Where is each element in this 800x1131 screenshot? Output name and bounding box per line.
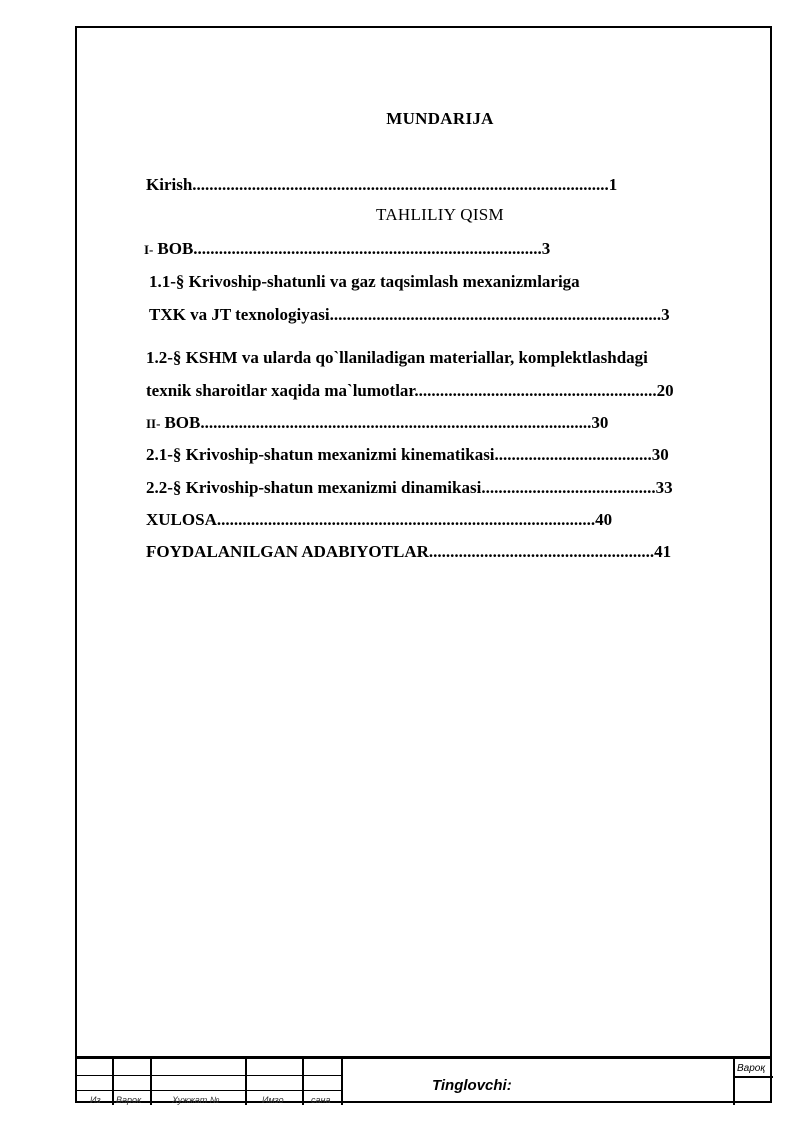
document-title: MUNDARIJA [386, 109, 494, 128]
toc-dots: ..................................................... [428, 542, 655, 561]
toc-entry-text: FOYDALANILGAN ADABIYOTLAR [146, 542, 429, 561]
stamp-varoq-label: Вароқ [737, 1063, 766, 1074]
toc-entry-text: XULOSA [146, 510, 217, 529]
section-heading: TAHLILIY QISM [376, 205, 504, 224]
toc-entry-text: BOB [157, 239, 194, 258]
stamp-divider [245, 1056, 247, 1105]
stamp-row-line [75, 1090, 343, 1091]
stamp-tinglovchi-label: Tinglovchi: [432, 1077, 512, 1094]
toc-dots: .............................................................................. [329, 305, 662, 324]
toc-entry-bob-1[interactable] [144, 239, 684, 259]
toc-entry-1-2-line1[interactable] [146, 348, 726, 368]
toc-page-number: 30 [591, 413, 609, 432]
toc-entry-1-1-line2[interactable] [149, 305, 739, 325]
stamp-divider [112, 1056, 114, 1105]
stamp-header-varok: Варок [116, 1095, 142, 1105]
stamp-row-line [733, 1076, 773, 1078]
toc-entry-2-2[interactable] [146, 478, 738, 498]
toc-entry-1-2-line2[interactable] [146, 381, 736, 401]
toc-dots: .............................................................................. [193, 239, 525, 258]
stamp-header-imzo: Имзо [262, 1095, 284, 1105]
toc-entry-kirish[interactable] [146, 175, 738, 195]
toc-page-number: 33 [655, 478, 673, 497]
toc-entry-text: 1.2-§ KSHM va ularda qo`llaniladigan materiallar, komplektlashdagi [146, 348, 648, 367]
toc-entry-text: 2.1-§ Krivoship-shatun mexanizmi kinematikasi [146, 445, 495, 464]
stamp-divider [341, 1056, 343, 1105]
stamp-header-sana: сана [311, 1095, 331, 1105]
toc-page-number: 20 [656, 381, 674, 400]
stamp-divider [733, 1056, 735, 1105]
toc-entry-adabiyotlar[interactable] [146, 542, 738, 562]
toc-page-number: ....3 [524, 239, 551, 258]
stamp-header-iz: Из [90, 1095, 101, 1105]
stamp-divider [150, 1056, 152, 1105]
toc-entry-text: Kirish [146, 175, 193, 194]
toc-entry-text: texnik sharoitlar xaqida ma`lumotlar [146, 381, 415, 400]
toc-page-number: 1 [608, 175, 618, 194]
stamp-header-hujjat: Хужжат № [172, 1095, 220, 1105]
toc-dots: ..................................... [494, 445, 652, 464]
toc-dots: ............................................................................................ [200, 413, 592, 432]
toc-roman-numeral: I- [144, 242, 154, 257]
toc-dots: ......................................................... [414, 381, 657, 400]
toc-page-number: 41 [654, 542, 672, 561]
toc-entry-text: 2.2-§ Krivoship-shatun mexanizmi dinamikasi [146, 478, 482, 497]
toc-entry-text: 1.1-§ Krivoship-shatunli va gaz taqsimlash mexanizmlariga [149, 272, 580, 291]
toc-entry-text: BOB [164, 413, 201, 432]
toc-entry-2-1[interactable] [146, 445, 736, 465]
stamp-divider [302, 1056, 304, 1105]
toc-entry-1-1-line1[interactable] [149, 272, 649, 292]
toc-entry-text: TXK va JT texnologiyasi [149, 305, 330, 324]
toc-entry-xulosa[interactable] [146, 510, 738, 530]
toc-page-number: 30 [651, 445, 669, 464]
toc-dots: .................................................................................................. [192, 175, 609, 194]
toc-dots: ......................................................................................... [216, 510, 596, 529]
toc-entry-bob-2[interactable] [146, 413, 736, 433]
toc-roman-numeral: II- [146, 416, 161, 431]
toc-dots: ......................................... [481, 478, 656, 497]
stamp-row-line [75, 1075, 343, 1076]
toc-page-number: 40 [595, 510, 613, 529]
toc-page-number: 3 [661, 305, 670, 324]
